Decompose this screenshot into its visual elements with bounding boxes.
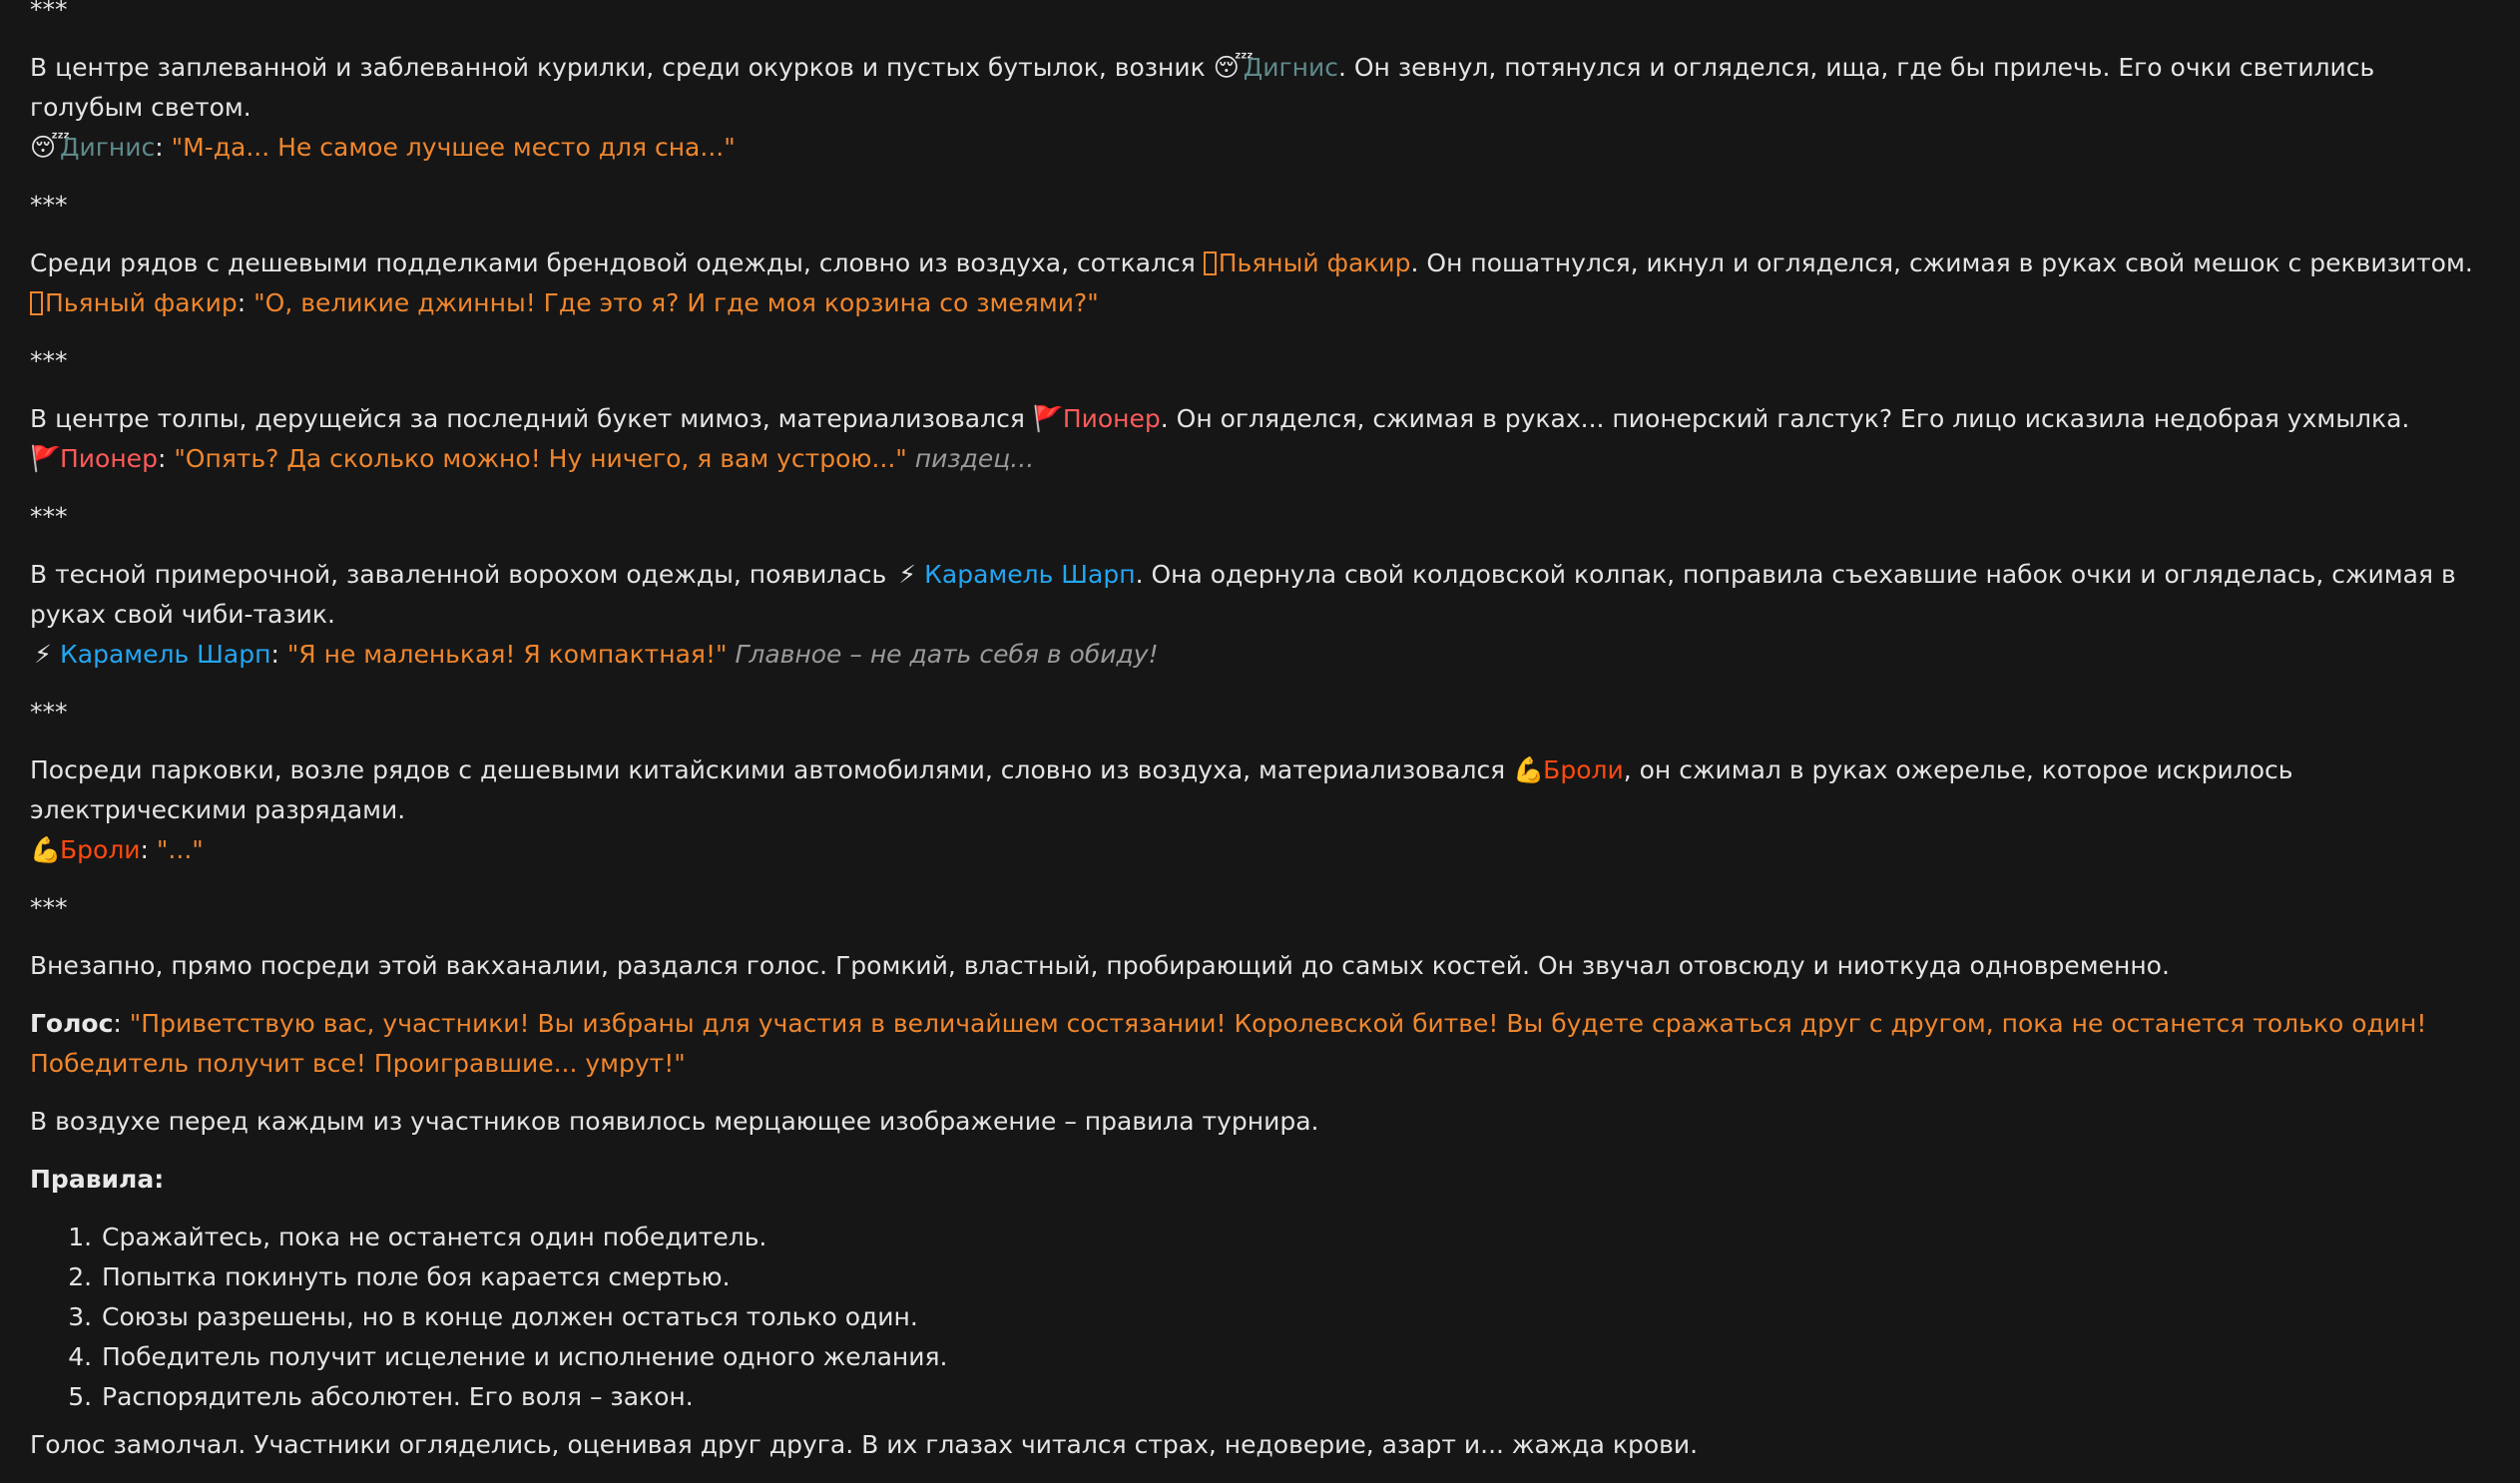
dialogue-aside: Главное – не дать себя в обиду! xyxy=(735,640,1159,669)
dialogue-quote: "Приветствую вас, участники! Вы избраны для участия в величайшем состязании! Королевской битве! Вы будете сражаться друг с другом, пока не останется только один! Победитель получит все! Проигравшие... умрут!" xyxy=(30,1009,2427,1078)
rule-item: 4. Победитель получит исцеление и исполнение одного желания. xyxy=(100,1337,2495,1377)
separator: *** xyxy=(30,346,68,375)
narration-dignis xyxy=(30,48,2495,128)
narration-text: . Он зевнул, потянулся и огляделся, ища, где бы прилечь. Его очки светились голубым светом. xyxy=(30,53,2375,122)
dialogue-quote: "О, великие джинны! Где это я? И где моя корзина со змеями?" xyxy=(253,288,1099,317)
sleeping-face-icon: 😴 xyxy=(30,133,71,162)
red-flag-icon: 🚩 xyxy=(1032,404,1064,433)
missing-glyph-icon xyxy=(30,291,43,315)
dialogue-aside: пиздец... xyxy=(914,444,1035,473)
rule-item: 2. Попытка покинуть поле боя карается смертью. xyxy=(100,1257,2495,1297)
sleeping-face-icon: 😴 xyxy=(1213,53,1254,82)
narration-text: . Она одернула свой колдовской колпак, поправила съехавшие набок очки и огляделась, сжимая в руках свой чиби-тазик. xyxy=(30,560,2456,629)
rule-item: 1. Сражайтесь, пока не останется один победитель. xyxy=(100,1218,2495,1257)
flexed-biceps-icon: 💪 xyxy=(1513,755,1545,784)
rules-title: Правила: xyxy=(30,1165,165,1194)
dialogue-quote: "..." xyxy=(156,835,204,864)
narration-broly xyxy=(30,750,2495,830)
separator: *** xyxy=(30,893,68,922)
dialogue-quote: "Опять? Да сколько можно! Ну ничего, я вам устрою..." xyxy=(174,444,907,473)
rules-intro: В воздухе перед каждым из участников появилось мерцающее изображение – правила турнира. xyxy=(30,1107,1319,1136)
narration-text: Среди рядов с дешевыми подделками брендовой одежды, словно из воздуха, соткался xyxy=(30,248,1204,277)
dialogue-pioneer: 🚩Пионер: "Опять? Да сколько можно! Ну ничего, я вам устрою..." пиздец... xyxy=(30,439,2495,479)
character-name-caramel: Карамель Шарп xyxy=(924,560,1136,589)
narration-caramel xyxy=(30,555,2495,635)
separator: *** xyxy=(30,191,68,220)
speaker-name-voice: Голос xyxy=(30,1009,114,1038)
dialogue-dignis: 😴Дигнис: "М-да... Не самое лучшее место для сна..." xyxy=(30,128,2495,168)
rules-list xyxy=(30,1218,2495,1417)
narration-text: , он сжимал в руках ожерелье, которое искрилось электрическими разрядами. xyxy=(30,755,2293,824)
separator: *** xyxy=(30,502,68,531)
dialogue-quote: "М-да... Не самое лучшее место для сна..." xyxy=(171,133,736,162)
dialogue-fakir: Пьяный факир: "О, великие джинны! Где это я? И где моя корзина со змеями?" xyxy=(30,283,2495,323)
character-name-broly: Броли xyxy=(1543,755,1624,784)
speaker-name-broly: Броли xyxy=(60,835,141,864)
voice-dialogue: Голос: "Приветствую вас, участники! Вы избраны для участия в величайшем состязании! Королевской битве! Вы будете сражаться друг с другом, пока не останется только один! Победитель получит все! Проигравшие... умрут!" xyxy=(30,1009,2427,1078)
chat-log xyxy=(30,0,2495,1465)
character-name-dignis: Дигнис xyxy=(1243,53,1338,82)
narration-text: . Он огляделся, сжимая в руках... пионерский галстук? Его лицо исказила недобрая ухмылка. xyxy=(1160,404,2410,433)
rule-item: 3. Союзы разрешены, но в конце должен остаться только один. xyxy=(100,1297,2495,1337)
missing-glyph-icon xyxy=(1204,251,1217,275)
speaker-name-fakir: Пьяный факир xyxy=(45,288,238,317)
voice-intro: Внезапно, прямо посреди этой вакханалии, раздался голос. Громкий, властный, пробирающий до самых костей. Он звучал отовсюду и ниоткуда одновременно. xyxy=(30,951,2170,980)
narration-text: В тесной примерочной, заваленной ворохом одежды, появилась xyxy=(30,560,895,589)
outro: Голос замолчал. Участники огляделись, оценивая друг друга. В их глазах читался страх, недоверие, азарт и... жажда крови. xyxy=(30,1430,1699,1459)
narration-pioneer xyxy=(30,399,2495,439)
narration-text: . Он пошатнулся, икнул и огляделся, сжимая в руках свой мешок с реквизитом. xyxy=(1410,248,2473,277)
speaker-name-pioneer: Пионер xyxy=(60,444,158,473)
lightning-icon: ⚡ xyxy=(898,560,916,589)
flexed-biceps-icon: 💪 xyxy=(30,835,62,864)
rule-item: 5. Распорядитель абсолютен. Его воля – закон. xyxy=(100,1377,2495,1417)
speaker-name-caramel: Карамель Шарп xyxy=(60,640,271,669)
dialogue-quote: "Я не маленькая! Я компактная!" xyxy=(286,640,728,669)
dialogue-broly: 💪Броли: "..." xyxy=(30,830,2495,870)
narration-text: Посреди парковки, возле рядов с дешевыми китайскими автомобилями, словно из воздуха, материализовался xyxy=(30,755,1514,784)
narration-text: В центре толпы, дерущейся за последний букет мимоз, материализовался xyxy=(30,404,1033,433)
narration-fakir xyxy=(30,244,2495,283)
lightning-icon: ⚡ xyxy=(34,640,52,669)
separator: *** xyxy=(30,698,68,727)
speaker-name-dignis: Дигнис xyxy=(60,133,156,162)
character-name-pioneer: Пионер xyxy=(1062,404,1161,433)
separator: *** xyxy=(30,0,68,24)
narration-text: В центре заплеванной и заблеванной курилки, среди окурков и пустых бутылок, возник xyxy=(30,53,1214,82)
red-flag-icon: 🚩 xyxy=(30,444,62,473)
dialogue-caramel: ⚡ Карамель Шарп: "Я не маленькая! Я компактная!" Главное – не дать себя в обиду! xyxy=(30,635,2495,675)
character-name-fakir: Пьяный факир xyxy=(1218,248,1411,277)
